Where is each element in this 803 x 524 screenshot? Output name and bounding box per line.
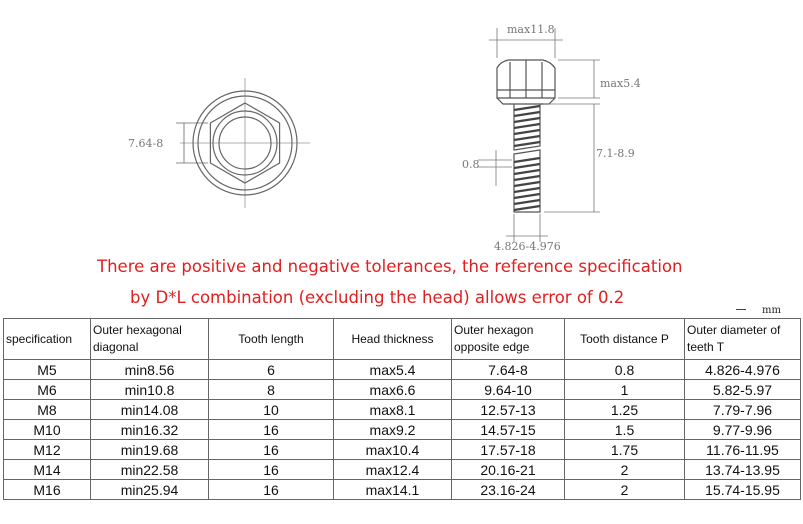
cell-outer-diameter: 5.82-5.97	[685, 380, 801, 400]
thread-diameter-label: 4.826-4.976	[494, 240, 561, 253]
table-header-row	[4, 319, 801, 360]
table-row	[4, 420, 801, 440]
cell-head-thickness: max6.6	[334, 380, 452, 400]
table-row	[4, 360, 801, 380]
table-row	[4, 440, 801, 460]
cell-tooth-length: 16	[209, 480, 334, 500]
cell-opposite-edge: 9.64-10	[452, 380, 565, 400]
cell-opposite-edge: 23.16-24	[452, 480, 565, 500]
cell-tooth-distance: 2	[565, 460, 685, 480]
cell-head-thickness: max14.1	[334, 480, 452, 500]
cell-opposite-edge: 20.16-21	[452, 460, 565, 480]
cell-tooth-distance: 1	[565, 380, 685, 400]
cell-head-thickness: max5.4	[334, 360, 452, 380]
header-tooth-length: Tooth length	[209, 319, 334, 360]
unit-dash	[736, 309, 746, 310]
header-specification: specification	[4, 319, 91, 360]
cell-head-thickness: max8.1	[334, 400, 452, 420]
cell-opposite-edge: 7.64-8	[452, 360, 565, 380]
cell-tooth-length: 10	[209, 400, 334, 420]
unit-label: mm	[762, 305, 781, 316]
header-tooth-distance: Tooth distance P	[565, 319, 685, 360]
cell-tooth-distance: 1.75	[565, 440, 685, 460]
cell-tooth-distance: 2	[565, 480, 685, 500]
cell-spec: M5	[4, 360, 91, 380]
cell-hex-diagonal: min19.68	[91, 440, 209, 460]
table-row	[4, 460, 801, 480]
cell-head-thickness: max10.4	[334, 440, 452, 460]
table-row	[4, 480, 801, 500]
cell-hex-diagonal: min25.94	[91, 480, 209, 500]
cell-outer-diameter: 9.77-9.96	[685, 420, 801, 440]
tolerance-note-line2: by D*L combination (excluding the head) allows error of 0.2	[130, 288, 625, 307]
cell-opposite-edge: 14.57-15	[452, 420, 565, 440]
cell-spec: M14	[4, 460, 91, 480]
flange-width-label: max11.8	[507, 23, 555, 36]
cell-outer-diameter: 7.79-7.96	[685, 400, 801, 420]
cell-hex-diagonal: min14.08	[91, 400, 209, 420]
cell-hex-diagonal: min8.56	[91, 360, 209, 380]
tolerance-note-line1: There are positive and negative tolerances, the reference specification	[97, 257, 683, 276]
cell-head-thickness: max12.4	[334, 460, 452, 480]
table-row	[4, 400, 801, 420]
header-outer-hexagon-opposite-edge: Outer hexagon opposite edge	[452, 319, 565, 360]
header-outer-diameter-teeth: Outer diameter of teeth T	[685, 319, 801, 360]
cell-tooth-length: 6	[209, 360, 334, 380]
cell-hex-diagonal: min22.58	[91, 460, 209, 480]
cell-hex-diagonal: min16.32	[91, 420, 209, 440]
cell-tooth-distance: 1.5	[565, 420, 685, 440]
cell-tooth-length: 16	[209, 460, 334, 480]
cell-tooth-distance: 1.25	[565, 400, 685, 420]
spec-table	[3, 318, 801, 500]
table-row	[4, 380, 801, 400]
header-head-thickness: Head thickness	[334, 319, 452, 360]
thread-length-label: 7.1-8.9	[596, 147, 635, 160]
cell-spec: M10	[4, 420, 91, 440]
cell-outer-diameter: 13.74-13.95	[685, 460, 801, 480]
cell-tooth-length: 8	[209, 380, 334, 400]
thread-pitch-label: 0.8	[462, 158, 480, 171]
cell-tooth-distance: 0.8	[565, 360, 685, 380]
cell-tooth-length: 16	[209, 440, 334, 460]
head-height-label: max5.4	[600, 77, 641, 90]
cell-hex-diagonal: min10.8	[91, 380, 209, 400]
cell-tooth-length: 16	[209, 420, 334, 440]
cell-spec: M8	[4, 400, 91, 420]
cell-opposite-edge: 12.57-13	[452, 400, 565, 420]
cell-spec: M6	[4, 380, 91, 400]
cell-outer-diameter: 4.826-4.976	[685, 360, 801, 380]
cell-outer-diameter: 11.76-11.95	[685, 440, 801, 460]
front-view	[176, 78, 310, 208]
cell-opposite-edge: 17.57-18	[452, 440, 565, 460]
cell-head-thickness: max9.2	[334, 420, 452, 440]
side-view	[497, 60, 555, 212]
cell-outer-diameter: 15.74-15.95	[685, 480, 801, 500]
front-view-dimension-label: 7.64-8	[128, 137, 164, 150]
header-outer-hexagonal-diagonal: Outer hexagonal diagonal	[91, 319, 209, 360]
cell-spec: M12	[4, 440, 91, 460]
cell-spec: M16	[4, 480, 91, 500]
